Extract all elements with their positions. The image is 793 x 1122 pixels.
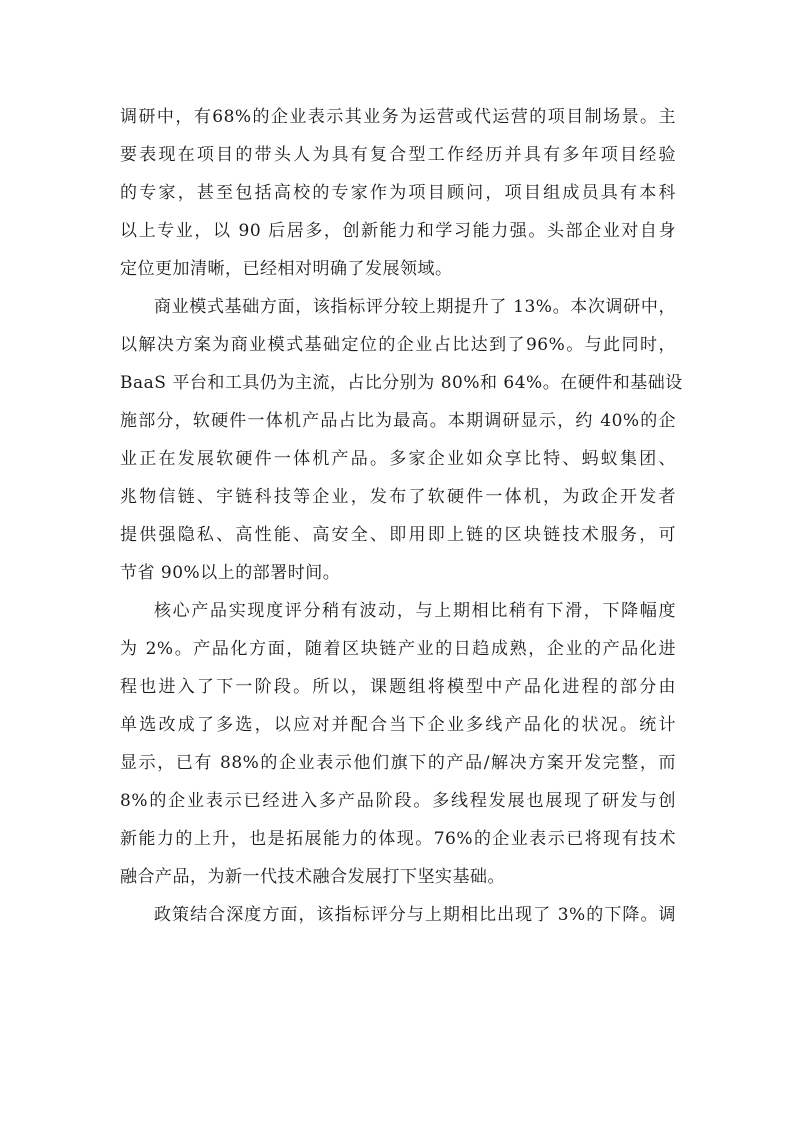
text-line: 要表现在项目的带头人为具有复合型工作经历并具有多年项目经验 xyxy=(120,145,676,165)
text-line: 单选改成了多选，以应对并配合当下企业多线产品化的状况。统计 xyxy=(120,715,676,735)
paragraph xyxy=(120,592,676,896)
text-line: 提供强隐私、高性能、高安全、即用即上链的区块链技术服务，可 xyxy=(120,525,676,545)
paragraph xyxy=(120,288,683,592)
text-line: 政策结合深度方面，该指标评分与上期相比出现了 3%的下降。调 xyxy=(154,905,676,925)
text-line: 的专家，甚至包括高校的专家作为项目顾问，项目组成员具有本科 xyxy=(120,183,676,203)
document-body xyxy=(120,98,683,934)
paragraph xyxy=(120,896,676,934)
text-line: 8%的企业表示已经进入多产品阶段。多线程发展也展现了研发与创 xyxy=(120,791,676,811)
text-line: 节省 90%以上的部署时间。 xyxy=(120,563,341,583)
paragraph xyxy=(120,98,676,288)
text-line: 融合产品，为新一代技术融合发展打下坚实基础。 xyxy=(120,867,505,887)
text-line: 兆物信链、宇链科技等企业，发布了软硬件一体机，为政企开发者 xyxy=(120,487,676,507)
text-line: 新能力的上升，也是拓展能力的体现。76%的企业表示已将现有技术 xyxy=(120,829,676,849)
text-line: 以上专业，以 90 后居多，创新能力和学习能力强。头部企业对自身 xyxy=(120,221,676,241)
text-line: 为 2%。产品化方面，随着区块链产业的日趋成熟，企业的产品化进 xyxy=(120,639,676,659)
text-line: 定位更加清晰，已经相对明确了发展领域。 xyxy=(120,259,453,279)
text-line: BaaS 平台和工具仍为主流，占比分别为 80%和 64%。在硬件和基础设 xyxy=(120,373,683,393)
text-line: 程也进入了下一阶段。所以，课题组将模型中产品化进程的部分由 xyxy=(120,677,676,697)
text-line: 业正在发展软硬件一体机产品。多家企业如众享比特、蚂蚁集团、 xyxy=(120,449,676,469)
text-line: 以解决方案为商业模式基础定位的企业占比达到了96%。与此同时， xyxy=(120,335,676,355)
text-line: 商业模式基础方面，该指标评分较上期提升了 13%。本次调研中， xyxy=(154,297,676,317)
text-line: 显示，已有 88%的企业表示他们旗下的产品/解决方案开发完整，而 xyxy=(120,753,676,773)
text-line: 施部分，软硬件一体机产品占比为最高。本期调研显示，约 40%的企 xyxy=(120,411,676,431)
text-line: 调研中，有68%的企业表示其业务为运营或代运营的项目制场景。主 xyxy=(120,107,676,127)
text-line: 核心产品实现度评分稍有波动，与上期相比稍有下滑，下降幅度 xyxy=(154,601,676,621)
